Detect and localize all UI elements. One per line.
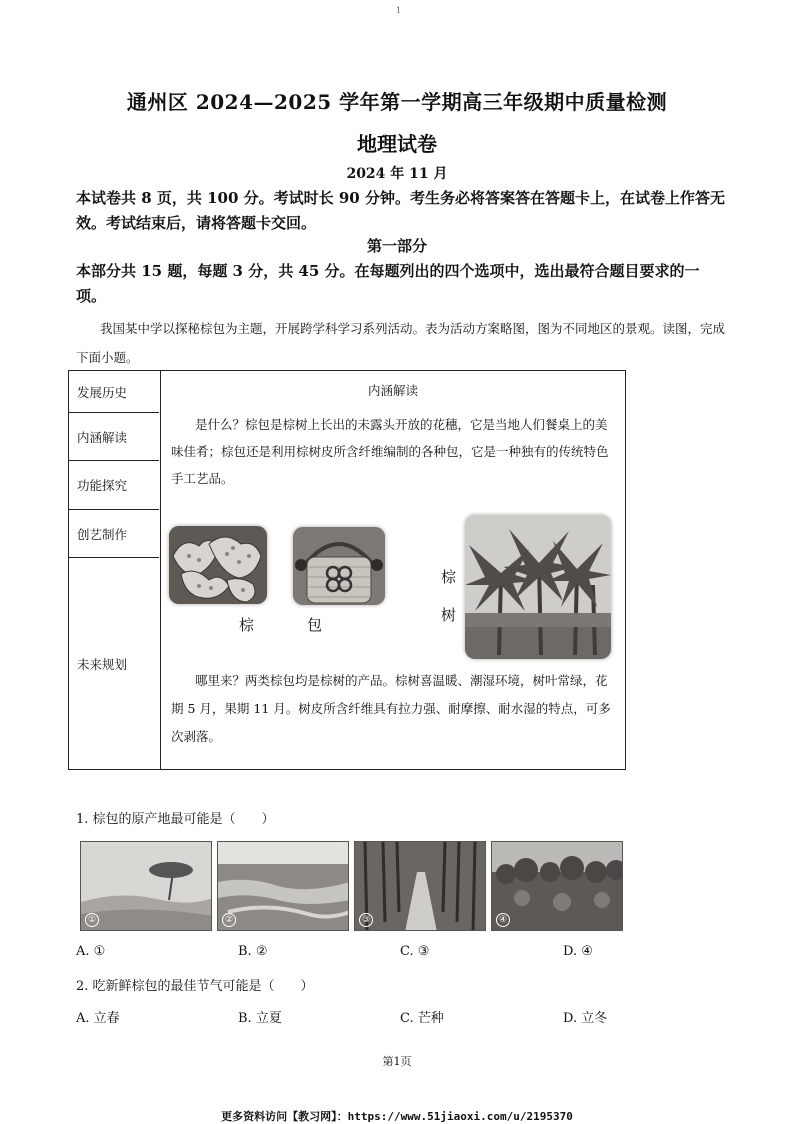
exam-title: 通州区 2024—2025 学年第一学期高三年级期中质量检测: [126, 90, 668, 114]
q1-option-d[interactable]: D. ④: [563, 944, 593, 959]
table-item-future: 未来规划: [77, 656, 128, 672]
landscape-image-2: [217, 841, 349, 931]
image-label-3: ③: [359, 913, 373, 927]
table-left-column: [69, 371, 161, 769]
part-description: 本部分共 15 题，每题 3 分，共 45 分。在每题列出的四个选项中，选出最符合题目要求的一项。: [76, 262, 700, 305]
exam-subtitle: 地理试卷: [357, 132, 437, 156]
caption-tree-1: 棕: [441, 568, 457, 586]
footer-link[interactable]: 更多资料访问【教习网】：https://www.51jiaoxi.com/u/2195370: [221, 1110, 573, 1123]
landscape-image-4: [491, 841, 623, 931]
q1-option-c[interactable]: C. ③: [400, 944, 430, 959]
q1-option-a[interactable]: A. ①: [76, 944, 106, 959]
exam-notice: 本试卷共 8 页，共 100 分。考试时长 90 分钟。考生务必将答案答在答题卡上，在试卷上作答无效。考试结束后，请将答题卡交回。: [76, 189, 725, 232]
zongbao-flower-image: [169, 526, 267, 604]
woven-bag-image: [293, 527, 385, 605]
q2-option-d[interactable]: D. 立冬: [563, 1011, 608, 1026]
image-label-4: ④: [496, 913, 510, 927]
table-item-meaning: 内涵解读: [69, 413, 159, 461]
question-intro: 我国某中学以探秘棕包为主题，开展跨学科学习系列活动。表为活动方案略图，图为不同地区的景观。读图，完成下面小题。: [76, 321, 726, 365]
caption-tree-2: 树: [441, 606, 457, 624]
q2-option-c[interactable]: C. 芒种: [400, 1011, 444, 1026]
q2-option-b[interactable]: B. 立夏: [238, 1011, 282, 1026]
table-paragraph-what: 是什么？棕包是棕树上长出的未露头开放的花穗，它是当地人们餐桌上的美味佳肴；棕包还是利用棕树皮所含纤维编制的各种包，它是一种独有的传统特色手工艺品。: [171, 417, 609, 486]
q2-option-a[interactable]: A. 立春: [76, 1011, 120, 1026]
activity-table: [68, 370, 626, 770]
question-2-text: 2. 吃新鲜棕包的最佳节气可能是（ ）: [76, 979, 314, 994]
caption-bao: 包: [307, 616, 323, 634]
landscape-image-1: [80, 841, 212, 931]
palm-tree-image: [465, 515, 611, 659]
page-number: 第1页: [382, 1055, 412, 1068]
table-paragraph-where: 哪里来？两类棕包均是棕树的产品。棕树喜温暖、潮湿环境，树叶常绿，花期 5 月，果期 11 月。树皮所含纤维具有拉力强、耐摩擦、耐水湿的特点，可多次剥落。: [171, 673, 611, 744]
part-title: 第一部分: [366, 237, 427, 255]
q1-option-b[interactable]: B. ②: [238, 944, 268, 959]
exam-date: 2024 年 11 月: [346, 166, 448, 182]
question-1-text: 1. 棕包的原产地最可能是（ ）: [76, 812, 275, 827]
image-label-2: ②: [222, 913, 236, 927]
image-label-1: ①: [85, 913, 99, 927]
table-content-header: 内涵解读: [367, 383, 418, 398]
landscape-image-3: [354, 841, 486, 931]
header-mark: 1: [396, 6, 402, 15]
table-item-function: 功能探究: [69, 461, 159, 510]
caption-zong: 棕: [239, 616, 255, 634]
table-item-craft: 创艺制作: [69, 510, 159, 558]
table-item-history: 发展历史: [69, 371, 159, 413]
